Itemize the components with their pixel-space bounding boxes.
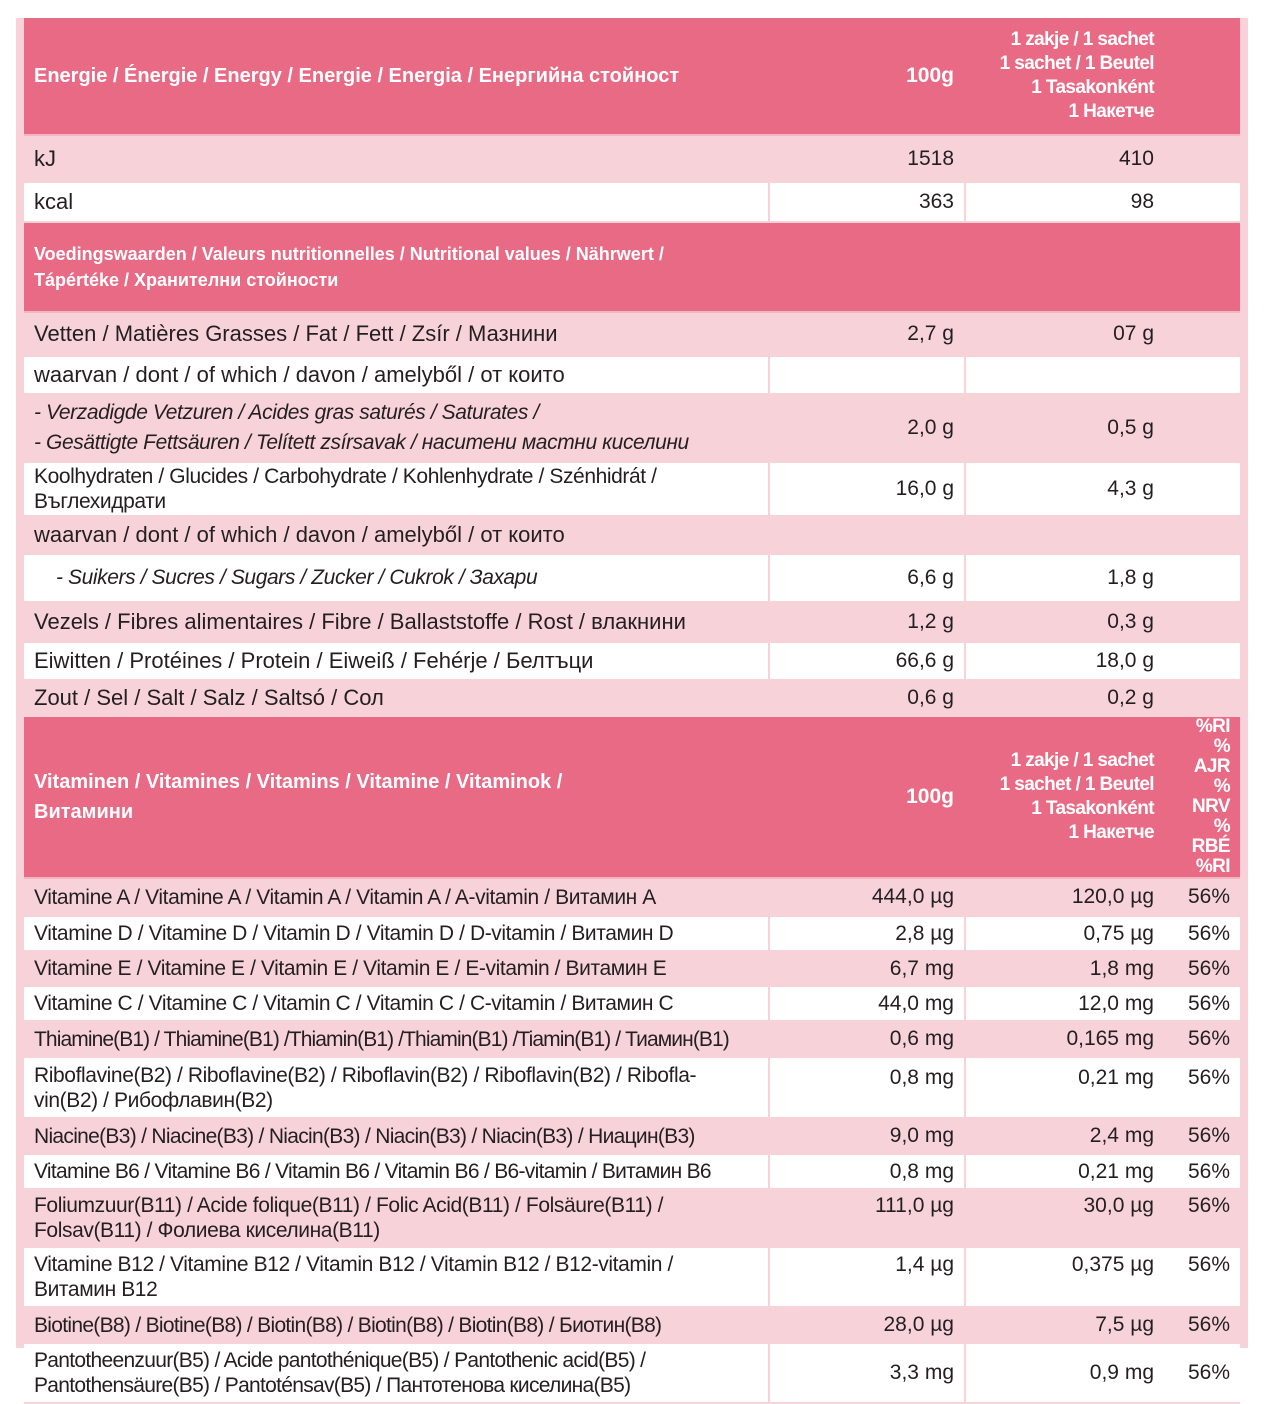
row-value-portion: 07 g	[964, 313, 1164, 357]
row-value-portion: 0,21 mg	[964, 1155, 1164, 1190]
row-value-ri: 56%	[1164, 1190, 1240, 1248]
vitamins-header-line: Витамини	[34, 801, 134, 823]
vitamins-portion-line: 1 Tasakonként	[1031, 798, 1154, 819]
table-row	[24, 1190, 1240, 1248]
energy-header-portion	[964, 18, 1164, 136]
row-label: kcal	[24, 183, 768, 223]
row-value-100g: 66,6 g	[768, 643, 964, 681]
row-value-100g: 6,7 mg	[768, 952, 964, 987]
energy-header-label	[24, 18, 768, 136]
nutrition-header-label	[24, 223, 1240, 313]
energy-header-100g: 100g	[768, 18, 964, 136]
table-row	[24, 517, 1240, 555]
row-value-ri: 56%	[1164, 1308, 1240, 1344]
row-blank	[1164, 136, 1240, 183]
row-value-100g: 44,0 mg	[768, 987, 964, 1022]
row-label-line: Въглехидрати	[34, 490, 166, 513]
vitamins-ri-line: %RI	[1195, 856, 1230, 877]
table-row	[24, 1308, 1240, 1344]
table-row	[24, 1119, 1240, 1155]
table-row	[24, 395, 1240, 463]
row-label: Vezels / Fibres alimentaires / Fibre / Ballaststoffe / Rost / влакнини	[24, 603, 768, 643]
vitamins-ri-line: %RI	[1195, 717, 1230, 737]
row-value-100g: 363	[768, 183, 964, 223]
row-label: waarvan / dont / of which / davon / amelyből / от които	[24, 517, 768, 555]
row-label-line: Folsav(B11) / Фолиева киселина(B11)	[34, 1219, 380, 1242]
row-value-100g: 6,6 g	[768, 555, 964, 603]
row-value-ri: 56%	[1164, 1248, 1240, 1308]
row-value-100g: 16,0 g	[768, 463, 964, 517]
table-row	[24, 555, 1240, 603]
table-row	[24, 136, 1240, 183]
row-label-line: vin(B2) / Рибофлавин(B2)	[34, 1088, 273, 1112]
row-value-ri: 56%	[1164, 1058, 1240, 1119]
row-label: Vitamine A / Vitamine A / Vitamin A / Vitamin A / A-vitamin / Витамин А	[24, 879, 768, 917]
row-value-portion: 4,3 g	[964, 463, 1164, 517]
row-label-line: Pantotheenzuur(B5) / Acide pantothénique(B5) / Pantothenic acid(B5) /	[34, 1349, 646, 1372]
table-row	[24, 1058, 1240, 1119]
row-label: Vitamine C / Vitamine C / Vitamin C / Vitamin C / C-vitamin / Витамин С	[24, 987, 768, 1022]
row-label	[24, 555, 768, 603]
row-label	[24, 1248, 768, 1308]
row-value-portion: 0,5 g	[964, 395, 1164, 463]
energy-portion-line: 1 sachet / 1 Beutel	[999, 53, 1154, 74]
row-blank	[1164, 395, 1240, 463]
row-blank	[1164, 643, 1240, 681]
energy-portion-line: 1 zakje / 1 sachet	[1010, 29, 1154, 50]
table-row	[24, 603, 1240, 643]
row-label-line: Foliumzuur(B11) / Acide folique(B11) / Folic Acid(B11) / Folsäure(B11) /	[34, 1194, 664, 1217]
table-row	[24, 987, 1240, 1022]
energy-header-blank	[1164, 18, 1240, 136]
vitamins-header-ri	[1164, 717, 1240, 879]
row-label: Zout / Sel / Salt / Salz / Saltsó / Сол	[24, 681, 768, 717]
table-row	[24, 1155, 1240, 1190]
row-label	[24, 1058, 768, 1119]
table-row	[24, 1344, 1240, 1404]
row-value-portion: 1,8 mg	[964, 952, 1164, 987]
row-blank	[1164, 357, 1240, 395]
row-value-100g: 1,4 µg	[768, 1248, 964, 1308]
row-label: kJ	[24, 136, 768, 183]
row-blank	[1164, 463, 1240, 517]
row-value-100g: 111,0 µg	[768, 1190, 964, 1248]
vitamins-header-100g: 100g	[768, 717, 964, 879]
row-label: waarvan / dont / of which / davon / amelyből / от които	[24, 357, 768, 395]
row-value-portion: 410	[964, 136, 1164, 183]
row-value-ri: 56%	[1164, 1344, 1240, 1404]
row-value-ri: 56%	[1164, 987, 1240, 1022]
row-label	[24, 395, 768, 463]
row-value-100g: 2,7 g	[768, 313, 964, 357]
row-label	[24, 1344, 768, 1404]
row-value-100g: 0,6 g	[768, 681, 964, 717]
vitamins-ri-line: % AJR	[1193, 736, 1230, 777]
nutrition-header-line: Voedingswaarden / Valeurs nutritionnelles / Nutritional values / Nährwert /	[34, 244, 664, 264]
row-blank	[1164, 183, 1240, 223]
row-value-portion: 7,5 µg	[964, 1308, 1164, 1344]
vitamins-ri-line: % NRV	[1192, 776, 1230, 817]
row-value-100g: 2,8 µg	[768, 917, 964, 952]
vitamins-header-line: Vitaminen / Vitamines / Vitamins / Vitamine / Vitaminok /	[34, 771, 563, 793]
nutrition-header-row	[24, 223, 1240, 313]
row-label-line: Pantothensäure(B5) / Pantoténsav(B5) / Пантотенова киселина(B5)	[34, 1374, 631, 1397]
vitamins-portion-line: 1 sachet / 1 Beutel	[999, 774, 1154, 795]
vitamins-ri-line: % RBÉ	[1191, 816, 1230, 857]
energy-portion-line: 1 Накетче	[1068, 101, 1154, 122]
row-label	[24, 463, 768, 517]
row-value-ri: 56%	[1164, 879, 1240, 917]
row-value-ri: 56%	[1164, 917, 1240, 952]
row-label	[24, 1190, 768, 1248]
row-value-100g: 1,2 g	[768, 603, 964, 643]
table-row	[24, 681, 1240, 717]
row-value-100g: 444,0 µg	[768, 879, 964, 917]
row-value-portion: 1,8 g	[964, 555, 1164, 603]
row-value-portion: 0,21 mg	[964, 1058, 1164, 1119]
row-value-portion: 2,4 mg	[964, 1119, 1164, 1155]
row-label: Thiamine(B1) / Thiamine(B1) /Thiamin(B1) /Thiamin(B1) /Tiamin(B1) / Тиамин(B1)	[24, 1022, 768, 1058]
table-row	[24, 1022, 1240, 1058]
row-value-portion: 18,0 g	[964, 643, 1164, 681]
row-value-portion: 0,9 mg	[964, 1344, 1164, 1404]
row-label-line: - Verzadigde Vetzuren / Acides gras saturés / Saturates /	[34, 401, 539, 424]
row-value-100g: 2,0 g	[768, 395, 964, 463]
row-value-ri: 56%	[1164, 1119, 1240, 1155]
table-row	[24, 643, 1240, 681]
row-value-portion: 0,375 µg	[964, 1248, 1164, 1308]
row-blank	[1164, 603, 1240, 643]
row-blank	[1164, 313, 1240, 357]
row-value-100g: 1518	[768, 136, 964, 183]
row-value-portion: 120,0 µg	[964, 879, 1164, 917]
row-blank	[1164, 517, 1240, 555]
row-value-portion: 0,165 mg	[964, 1022, 1164, 1058]
row-value-100g: 3,3 mg	[768, 1344, 964, 1404]
vitamins-portion-line: 1 zakje / 1 sachet	[1010, 750, 1154, 771]
row-value-portion: 30,0 µg	[964, 1190, 1164, 1248]
vitamins-header-label	[24, 717, 768, 879]
row-label-line: Витамин B12	[34, 1278, 158, 1301]
nutrition-header-line: Tápértéke / Хранителни стойности	[34, 270, 339, 290]
row-value-100g	[768, 357, 964, 395]
row-value-portion: 12,0 mg	[964, 987, 1164, 1022]
row-value-portion	[964, 517, 1164, 555]
row-value-100g: 9,0 mg	[768, 1119, 964, 1155]
row-label: Vitamine E / Vitamine E / Vitamin E / Vitamin E / E-vitamin / Витамин Е	[24, 952, 768, 987]
table-row	[24, 1248, 1240, 1308]
row-value-portion: 0,3 g	[964, 603, 1164, 643]
row-value-100g: 28,0 µg	[768, 1308, 964, 1344]
row-label: Vetten / Matières Grasses / Fat / Fett / Zsír / Мазнини	[24, 313, 768, 357]
row-blank	[1164, 555, 1240, 603]
row-label-text: - Suikers / Sucres / Sugars / Zucker / Cukrok / Захари	[56, 566, 538, 589]
table-row	[24, 917, 1240, 952]
row-value-100g: 0,8 mg	[768, 1155, 964, 1190]
row-value-portion: 0,75 µg	[964, 917, 1164, 952]
row-value-100g: 0,6 mg	[768, 1022, 964, 1058]
row-label: Biotine(B8) / Biotine(B8) / Biotin(B8) / Biotin(B8) / Biotin(B8) / Биотин(B8)	[24, 1308, 768, 1344]
nutrition-panel	[16, 18, 1248, 1397]
row-label: Vitamine D / Vitamine D / Vitamin D / Vitamin D / D-vitamin / Витамин D	[24, 917, 768, 952]
row-value-ri: 56%	[1164, 1155, 1240, 1190]
table-row	[24, 952, 1240, 987]
row-label: Niacine(B3) / Niacine(B3) / Niacin(B3) / Niacin(B3) / Niacin(B3) / Ниацин(B3)	[24, 1119, 768, 1155]
row-value-ri: 56%	[1164, 952, 1240, 987]
vitamins-portion-line: 1 Накетче	[1068, 822, 1154, 843]
vitamins-header-row	[24, 717, 1240, 879]
table-row	[24, 463, 1240, 517]
row-value-portion	[964, 357, 1164, 395]
table-row	[24, 357, 1240, 395]
row-label-line: Riboflavine(B2) / Riboflavine(B2) / Riboflavin(B2) / Riboflavin(B2) / Ribofla-	[34, 1063, 697, 1087]
row-value-100g: 0,8 mg	[768, 1058, 964, 1119]
row-label-line: - Gesättigte Fettsäuren / Telített zsírsavak / наситени мастни киселини	[34, 431, 689, 454]
row-value-100g	[768, 517, 964, 555]
row-label: Eiwitten / Protéines / Protein / Eiweiß / Fehérje / Белтъци	[24, 643, 768, 681]
row-label: Vitamine B6 / Vitamine B6 / Vitamin B6 / Vitamin B6 / B6-vitamin / Витамин B6	[24, 1155, 768, 1190]
row-label-line: Vitamine B12 / Vitamine B12 / Vitamin B12 / Vitamin B12 / B12-vitamin /	[34, 1253, 673, 1276]
table-row	[24, 879, 1240, 917]
row-value-portion: 0,2 g	[964, 681, 1164, 717]
table-row	[24, 313, 1240, 357]
energy-header-text: Energie / Énergie / Energy / Energie / Energia / Енергийна стойност	[34, 65, 680, 87]
energy-portion-line: 1 Tasakonként	[1031, 77, 1154, 98]
energy-header-row	[24, 18, 1240, 136]
row-label-line: Koolhydraten / Glucides / Carbohydrate / Kohlenhydrate / Szénhidrát /	[34, 465, 657, 488]
nutrition-table	[24, 18, 1240, 1404]
row-value-ri: 56%	[1164, 1022, 1240, 1058]
row-blank	[1164, 681, 1240, 717]
row-value-portion: 98	[964, 183, 1164, 223]
vitamins-header-portion	[964, 717, 1164, 879]
table-row	[24, 183, 1240, 223]
